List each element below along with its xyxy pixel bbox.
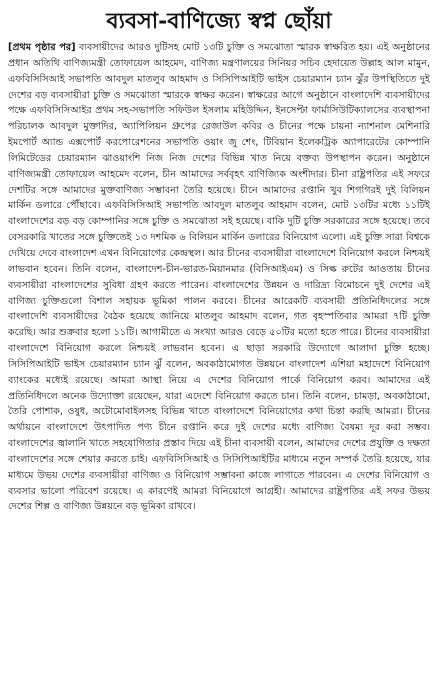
article-text: ব্যবসায়ীদের আরও দুটিসহ মোট ১৩টি চুক্তি ও সমঝোতা স্মারক স্বাক্ষরিত হয়। এই অনুষ্ঠানের প্রধান অতিথি বাণিজ্যমন্ত্রী তোফায়েল আহমেদ, বাণিজ্য মন্ত্রণালয়ের সিনিয়র সচিব হেদায়েত উল্লাহ আল মামুন, এফবিসিসিআই সভাপতি আবদুল মাতলুব আহমাদ ও সিসিপিআইটি ভাইস চেয়ারম্যান চ্যান ঝুঁর উপস্থিতিতে দুই দেশের বড় ব্যবসায়ীরা চুক্তি ও সমঝোতা স্মারকে স্বাক্ষর করেন। স্বাক্ষরের আগে অনুষ্ঠানে বাংলাদেশি ব্যবসায়ীদের পক্ষে এফবিসিসিআইর প্রথম সহ-সভাপতি সফিউল ইসলাম মহিউদ্দিন, ইনসেপ্টা ফার্মাসিউটিক্যালসের ব্যবস্থাপনা পরিচালক আবদুল মুক্তাদির, অ্যাপিলিয়ন গ্রুপের রেজাউল কবির ও চীনের পক্ষে চায়না ন্যাশনাল মেশিনারি ইমপোর্ট অ্যান্ড এক্সপোর্ট করপোরেশনের সভাপতি ওয়াং জু শেং, টিবিয়ান ইলেকট্রিক অ্যাপারেটের কোম্পানি লিমিটেডের চেয়ারম্যান ঝাওয়াংশি নিজ নিজ দেশের বিভিন্ন খাত নিয়ে বক্তব্য উপস্থাপন করেন। অনুষ্ঠানে বাণিজ্যমন্ত্রী তোফায়েল আহমেদ বলেন, চীন আমাদের সর্ববৃহৎ বাণিজ্যিক অংশীদার। চীনা রাষ্ট্রপতির এই সফরে দেশটির সঙ্গে আমাদের মুক্তবাণিজ্য সম্ভাবনা তৈরি হয়েছে। চীনে আমাদের রপ্তানি খুব শিগগিরই দুই বিলিয়ন মার্কিন ডলারে পৌঁছাবে। এফবিসিসিআই সভাপতি আবদুল মাতলুব আহমাদ বলেন, মোট ১৩টির মধ্যে ১১টিই বাংলাদেশের বড় বড় কোম্পানির সঙ্গে চুক্তি ও সমঝোতা সই হয়েছে। বাকি দুটি চুক্তি সরকারের সঙ্গে হয়েছে। তবে বেসরকারি খাতের সঙ্গে চুক্তিতেই ১৩ দশমিক ৬ বিলিয়ন মার্কিন ডলারের বিনিয়োগ এলো। এই চুক্তি সারা বিশ্বকে দেখিয়ে দেবে বাংলাদেশ এখন বিনিয়োগের কেন্দ্রস্থল। আর চীনের ব্যবসায়ীরা বাংলাদেশে বিনিয়োগ করলে নিশ্চয়ই লাভবান হবেন। তিনি বলেন, বাংলাদেশ-চীন-ভারত-মিয়ানমার (বিসিআইএম) ও সিল্ক রুটের আওতায় চীনের ব্যবসায়ীরা বাংলাদেশের সুবিধা গ্রহণ করতে পারেন। বাংলাদেশের উন্নয়ন ও দারিদ্র্য বিমোচনে দুই দেশের এই বাণিজ্য চুক্তিগুলো বিশাল সহায়ক ভূমিকা পালন করবে। চীনের আরেকটি ব্যবসায়ী প্রতিনিধিদলের সঙ্গে বাংলাদেশি ব্যবসায়ীদের বৈঠক হয়েছে জানিয়ে মাতলুব আহমাদ বলেন, গত বৃহস্পতিবার আমরা ৭টি চুক্তি করেছি। আর শুক্রবার হলো ১১টি। আগামীতে এ সংখ্যা আরও বেড়ে ৫০টির মতো হতে পারে। চীনের ব্যবসায়ীরা বাংলাদেশে বিনিয়োগ করলে নিশ্চয়ই লাভবান হবেন। এ ছাড়া সরকারি উদ্যোগে আলাদা চুক্তি হচ্ছে। সিসিপিআইটি ভাইস চেয়ারম্যান চ্যান ঝুঁ বলেন, অবকাঠামোগত উন্নয়নে বাংলাদেশ এশিয়া মহাদেশে বিনিয়োগ ব্যাংকের মধ্যেই রয়েছে। আমরা আস্থা নিয়ে এ দেশের বিনিয়োগ পার্কে বিনিয়োগ করব। আমাদের এই প্রতিনিধিদলে অনেক উদ্যোক্তা রয়েছেন, যারা এদেশে বিনিয়োগ করতে চান। তিনি বলেন, চামড়া, অবকাঠামো, তৈরি পোশাক, ওষুধ, অটোমোবাইলসহ বিভিন্ন খাতে বাংলাদেশে বিনিয়োগের কথা চিন্তা করছি আমরা। চীনের অর্থায়নে বাংলাদেশে উৎপাদিত পণ্য চীনে রপ্তানি করে দুই দেশের মধ্যে বাণিজ্য বৈষম্য দূর করা সম্ভব। বাংলাদেশের জ্বালানি খাতে সহযোগিতার প্রস্তাব দিয়ে এই চীনা ব্যবসায়ী বলেন, আমাদের দেশের প্রযুক্তি ও দক্ষতা বাংলাদেশের সঙ্গে শেয়ার করতে চাই। এফবিসিসিআই ও সিসিপিআইটির মাধ্যমে নতুন সম্পর্ক তৈরি হয়েছে, যার মাধ্যমে উভয় দেশের ব্যবসায়ীরা বাণিজ্য ও বিনিয়োগ সম্ভাবনা কাজে লাগাতে পারবেন। এ দেশের বিনিয়োগ ও ব্যবসার ভালো পরিবেশ রয়েছে। এ কারণেই আমরা বিনিয়োগে আগ্রহী। আমাদের রাষ্ট্রপতির এই সফর উভয় দেশের শিল্প ও বাণিজ্য উন্নয়নে বড় ভূমিকা রাখবে। xyxy=(8,42,430,513)
article-headline: ব্যবসা-বাণিজ্যে স্বপ্ন ছোঁয়া xyxy=(106,8,332,34)
continuation-label: [প্রথম পৃষ্ঠার পর] xyxy=(8,42,76,53)
article-body xyxy=(8,40,430,668)
